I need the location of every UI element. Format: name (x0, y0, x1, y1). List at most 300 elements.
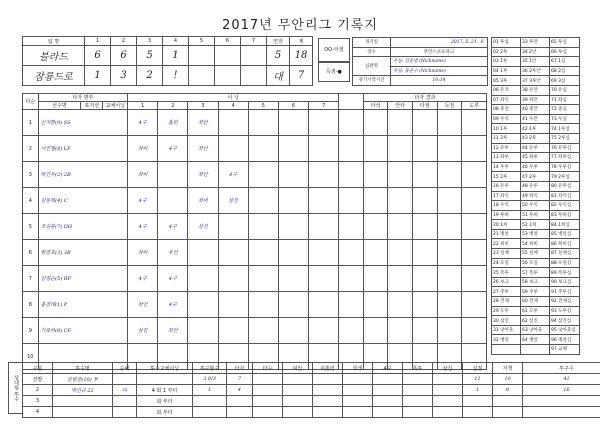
code-list-cell: 61 도루 (521, 306, 550, 316)
at-bat-cell (218, 318, 248, 344)
at-bat-cell: 삼진 (188, 214, 218, 240)
code-list-row (492, 66, 580, 76)
batter-name: 서진형(8) LF (38, 136, 127, 162)
result-cell (437, 292, 462, 318)
pitcher-change: 회 부터 (137, 396, 193, 407)
at-bat-cell (218, 136, 248, 162)
code-list-cell: 71 좌심 (550, 95, 580, 105)
code-list-cell: 25 폭투 (492, 268, 521, 278)
header-total: 계 (290, 37, 313, 46)
total-score: 18 (290, 46, 313, 66)
pitcher-h (283, 407, 313, 418)
code-list-cell: 26 보크 (492, 277, 521, 287)
result-cell (363, 214, 388, 240)
at-bat-cell (278, 188, 308, 214)
inning-score (241, 46, 267, 66)
code-list-row (492, 124, 580, 134)
code-list-cell: 45 좌루 (521, 153, 550, 163)
code-list-cell: 53 병살 (521, 229, 550, 239)
at-bat-cell (309, 318, 339, 344)
extra-score: 5 (267, 46, 290, 66)
pitching-header-cell: 타자 (227, 363, 253, 374)
game-date: 2017. 5. 21. 토 (391, 38, 488, 48)
pitcher-bb (373, 396, 403, 407)
code-list-cell: 34 2안 (521, 47, 550, 57)
at-bat-cell: 좌비 (188, 188, 218, 214)
batting-table (22, 93, 487, 370)
batter-row (23, 240, 487, 266)
total-score: 7 (290, 66, 313, 86)
pitching-header-cell: 투수교체이닝 (137, 363, 193, 374)
result-blank (339, 240, 364, 266)
header-pa: 타석 (363, 102, 388, 110)
at-bat-cell (188, 318, 218, 344)
result-cell (462, 188, 487, 214)
at-bat-cell: 좌안 (188, 110, 218, 136)
at-bat-cell: 좌안 (128, 292, 158, 318)
pitcher-name (53, 396, 113, 407)
pitcher-bb (373, 407, 403, 418)
code-list-cell: 85 병살심 (550, 229, 580, 239)
pitcher-change: 회 부터 (137, 407, 193, 418)
batting-order: 7 (23, 266, 39, 292)
pitcher-so (433, 396, 463, 407)
result-blank (339, 188, 364, 214)
header-name: 선수명 (38, 102, 80, 110)
code-list-cell: 78 우루심 (550, 162, 580, 172)
at-bat-cell (188, 292, 218, 318)
at-bat-cell: 좌비 (128, 136, 158, 162)
result-cell (388, 266, 413, 292)
result-cell (462, 266, 487, 292)
start-time: 10:34 (391, 76, 488, 86)
code-list-cell: 18 우익 (492, 201, 521, 211)
code-list-cell: 62 삼진 (521, 316, 550, 326)
code-list-cell: 81 좌익심 (550, 191, 580, 201)
pitcher-h (283, 385, 313, 396)
header-innings-section: 이 닝 (128, 94, 339, 102)
at-bat-cell (309, 110, 339, 136)
code-list-cell: 17 좌익 (492, 191, 521, 201)
inning-score (189, 66, 215, 86)
pitcher-sac (343, 396, 373, 407)
code-list-cell: 43 2루 (521, 133, 550, 143)
code-list-cell: 21 병살 (492, 229, 521, 239)
code-list-cell: 19 투희 (492, 210, 521, 220)
code-list-cell: 24 포일 (492, 258, 521, 268)
code-list-row (492, 249, 580, 259)
header-inning: 3 (188, 102, 218, 110)
at-bat-cell (188, 240, 218, 266)
pitching-header-cell: 피안 (283, 363, 313, 374)
pitcher-result (113, 407, 137, 418)
header-inning: 4 (218, 102, 248, 110)
batter-row (23, 162, 487, 188)
pitcher-ip: 1 (193, 385, 227, 396)
code-list-cell: 46 우루 (521, 162, 550, 172)
batter-name: 신지환(9) SS (38, 110, 127, 136)
pitcher-wp (403, 407, 433, 418)
pitcher-np (523, 396, 600, 407)
batter-name: 황준호(3) 3B (38, 240, 127, 266)
at-bat-cell: 4구 (128, 110, 158, 136)
info-row (353, 76, 488, 86)
batter-name: 김동혁(4) C (38, 188, 127, 214)
umpire-base: 루심: 홍준수 (Nickname) (391, 66, 488, 76)
result-cell (363, 188, 388, 214)
scoreboard-row (23, 66, 313, 86)
batter-row (23, 318, 487, 344)
code-list-row (492, 105, 580, 115)
at-bat-cell (248, 292, 278, 318)
batter-row (23, 266, 487, 292)
info-label: 경기일 (353, 38, 391, 48)
code-list-cell: 56 포일 (521, 258, 550, 268)
inning-score: 2 (137, 66, 163, 86)
code-list (491, 37, 580, 355)
code-list-cell: 68 2심 (550, 66, 580, 76)
result-cell (413, 162, 438, 188)
pitcher-wp (403, 396, 433, 407)
pitcher-ip (193, 396, 227, 407)
inning-score (215, 66, 241, 86)
at-bat-cell: 우안 (158, 240, 188, 266)
code-list-cell: 14 우루 (492, 162, 521, 172)
batter-name: 기로하(6) CF (38, 318, 127, 344)
code-list-cell: 48 유루 (521, 181, 550, 191)
pitcher-no: 4 (23, 407, 53, 418)
at-bat-cell (278, 136, 308, 162)
batter-row (23, 292, 487, 318)
result-cell (437, 162, 462, 188)
code-list-cell: 03 1루 (492, 57, 521, 67)
code-list-cell: 76 유루심 (550, 143, 580, 153)
header-inning: 5 (248, 102, 278, 110)
code-list-cell (521, 345, 550, 355)
batting-order: 4 (23, 188, 39, 214)
inning-score: 1 (85, 66, 111, 86)
batting-order: 10 (23, 344, 39, 370)
code-list-row (492, 143, 580, 153)
header-player-section: 타자 명부 (38, 94, 127, 102)
at-bat-cell: 좌안 (188, 136, 218, 162)
at-bat-cell (248, 136, 278, 162)
pitcher-ab (253, 385, 283, 396)
code-list-cell: 72 중심 (550, 105, 580, 115)
result-cell (363, 136, 388, 162)
pitcher-row (23, 407, 600, 418)
pitcher-ab (253, 374, 283, 385)
pitching-header-cell: 자책 (493, 363, 523, 374)
pitching-header-cell: 투수명 (53, 363, 113, 374)
code-list-cell: 95 낫아웃심 (550, 325, 580, 335)
header-position: 포지션 (81, 102, 103, 110)
code-list-cell: 67 1심 (550, 57, 580, 67)
batter-name: 홍경래(1) P (38, 292, 127, 318)
code-list-cell: 80 유루심 (550, 181, 580, 191)
pitcher-np (523, 407, 600, 418)
at-bat-cell (248, 240, 278, 266)
at-bat-cell: 4구 (158, 292, 188, 318)
code-list-cell: 40 중안 (521, 105, 550, 115)
pitcher-np: 16 (523, 385, 600, 396)
code-list-cell: 33 투안 (521, 38, 550, 48)
pitcher-batters: 7 (227, 374, 253, 385)
pitcher-er: 10 (493, 374, 523, 385)
pitcher-bb (373, 374, 403, 385)
code-list-cell: 11 2루 (492, 133, 521, 143)
legend-run: 득점-● (318, 62, 350, 82)
code-list-cell: 50 우익 (521, 201, 550, 211)
at-bat-cell (278, 240, 308, 266)
code-list-cell: 02 2투 (492, 47, 521, 57)
game-info (352, 37, 488, 86)
code-list-cell: 88 포일심 (550, 258, 580, 268)
at-bat-cell (248, 110, 278, 136)
pitcher-sac (343, 407, 373, 418)
header-inning: 7 (309, 102, 339, 110)
code-list-row (492, 201, 580, 211)
at-bat-cell: 4구 (128, 214, 158, 240)
at-bat-cell (248, 162, 278, 188)
header-blank (339, 94, 364, 110)
code-list-row (492, 239, 580, 249)
code-list-cell: 54 희비 (521, 239, 550, 249)
code-list-cell: 70 유심 (550, 85, 580, 95)
code-list-cell: 77 좌루심 (550, 153, 580, 163)
result-cell (388, 110, 413, 136)
pitcher-batters (227, 396, 253, 407)
pitcher-row (23, 396, 600, 407)
batter-name: 김명순(5) RF (38, 266, 127, 292)
code-list-row (492, 297, 580, 307)
batting-order: 3 (23, 162, 39, 188)
header-steals: 도루 (462, 102, 487, 110)
at-bat-cell: 4구 (128, 266, 158, 292)
code-list-cell: 38 유안 (521, 85, 550, 95)
code-list-cell: 92 견제심 (550, 297, 580, 307)
info-label: 심판명 (353, 57, 391, 76)
pitching-header-cell: 구분 (23, 363, 53, 374)
header-runs: 득점 (437, 102, 462, 110)
pitcher-result (113, 374, 137, 385)
code-list-cell: 55 실책 (521, 249, 550, 259)
pitcher-h (283, 396, 313, 407)
at-bat-cell (218, 266, 248, 292)
pitcher-change (137, 374, 193, 385)
result-cell (413, 136, 438, 162)
header-inning: 1 (128, 102, 158, 110)
code-list-cell: 47 2루 (521, 172, 550, 182)
result-cell (437, 188, 462, 214)
main-column-header (23, 102, 487, 110)
pitcher-r (463, 396, 493, 407)
result-cell (413, 318, 438, 344)
at-bat-cell (309, 292, 339, 318)
at-bat-cell: 홈런 (158, 110, 188, 136)
code-list-cell: 49 좌익 (521, 191, 550, 201)
at-bat-cell (248, 318, 278, 344)
header-inning: 6 (278, 102, 308, 110)
batter-row (23, 188, 487, 214)
result-cell (363, 162, 388, 188)
pitcher-result: 미 (113, 385, 137, 396)
header-inning: 1 (85, 37, 111, 46)
pitcher-batters: 4 (227, 385, 253, 396)
code-list-cell: 36 2루안 (521, 66, 550, 76)
code-list-cell: 41 우안 (521, 114, 550, 124)
at-bat-cell (309, 214, 339, 240)
scoreboard-row (23, 46, 313, 66)
pitcher-name: 박민규 22 (53, 385, 113, 396)
pitcher-ip (193, 407, 227, 418)
result-cell (413, 266, 438, 292)
code-list-cell: 23 실책 (492, 249, 521, 259)
pitcher-ab (253, 396, 283, 407)
code-list-cell: 01 투입 (492, 38, 521, 48)
pitcher-er (493, 396, 523, 407)
at-bat-cell: 삼진 (128, 318, 158, 344)
code-list-row (492, 85, 580, 95)
result-cell (437, 318, 462, 344)
pitcher-er: 0 (493, 385, 523, 396)
code-list-row (492, 191, 580, 201)
code-list-cell: 69 3심 (550, 76, 580, 86)
result-cell (462, 240, 487, 266)
inning-score: 1 (163, 46, 189, 66)
code-list-cell: 86 희비심 (550, 239, 580, 249)
pitching-header-cell: 피홈런 (313, 363, 343, 374)
main-section-header (23, 94, 487, 102)
pitcher-wp (403, 385, 433, 396)
pitcher-so (433, 374, 463, 385)
code-list-cell: 28 견제 (492, 297, 521, 307)
result-cell (437, 240, 462, 266)
code-list-cell: 59 주루 (521, 287, 550, 297)
result-cell (437, 214, 462, 240)
at-bat-cell (278, 214, 308, 240)
pitcher-hr (313, 385, 343, 396)
result-blank (339, 136, 364, 162)
info-row (353, 47, 488, 57)
code-list-row (492, 345, 580, 355)
at-bat-cell (188, 266, 218, 292)
code-list-row (492, 133, 580, 143)
code-list-row (492, 287, 580, 297)
result-cell (388, 318, 413, 344)
at-bat-cell (248, 188, 278, 214)
code-list-cell: 27 주루 (492, 287, 521, 297)
at-bat-cell (309, 162, 339, 188)
code-list-cell: 39 좌안 (521, 95, 550, 105)
pitcher-hr (313, 407, 343, 418)
code-list-cell: 93 도루심 (550, 306, 580, 316)
pitcher-er (493, 407, 523, 418)
pitching-header-cell: 삼진 (433, 363, 463, 374)
at-bat-cell: 좌비 (128, 162, 158, 188)
header-result-section: 타자 결과 (363, 94, 486, 102)
code-list-cell: 83 투희심 (550, 210, 580, 220)
pitcher-h (283, 374, 313, 385)
code-list-cell: 07 좌익 (492, 95, 521, 105)
at-bat-cell (248, 214, 278, 240)
inning-score: 6 (111, 46, 137, 66)
batting-order: 2 (23, 136, 39, 162)
code-list-cell: 73 우심 (550, 114, 580, 124)
result-cell (462, 110, 487, 136)
code-list-cell: 97 교체 (550, 345, 580, 355)
pitching-header-cell: 4구 (373, 363, 403, 374)
code-list-cell: 42 1루 (521, 124, 550, 134)
result-cell (437, 266, 462, 292)
header-inning: 5 (189, 37, 215, 46)
pitching-side-label: 상대팀 투수 (8, 362, 23, 414)
code-list-row (492, 268, 580, 278)
at-bat-cell: 4구 (158, 266, 188, 292)
result-cell (413, 214, 438, 240)
game-venue: 무안스포츠파크 (391, 47, 488, 57)
result-cell (388, 240, 413, 266)
header-team: 팀 명 (23, 37, 85, 46)
pitching-header-cell: 승패 (113, 363, 137, 374)
result-cell (462, 136, 487, 162)
code-list-cell: 06 유격 (492, 85, 521, 95)
pitcher-so (433, 385, 463, 396)
at-bat-cell: 4구 (218, 162, 248, 188)
code-list-cell (492, 345, 521, 355)
result-cell (388, 162, 413, 188)
at-bat-cell: 좌안 (158, 318, 188, 344)
code-list-row (492, 316, 580, 326)
batter-row (23, 214, 487, 240)
result-cell (388, 188, 413, 214)
header-hits: 안타 (388, 102, 413, 110)
at-bat-cell: 4구 (158, 214, 188, 240)
info-row (353, 57, 488, 67)
pitcher-hr (313, 396, 343, 407)
result-cell (413, 188, 438, 214)
code-list-row (492, 306, 580, 316)
result-blank (339, 292, 364, 318)
code-list-cell: 31 낫아웃 (492, 325, 521, 335)
pitcher-sac (343, 385, 373, 396)
batting-order: 5 (23, 214, 39, 240)
code-list-row (492, 47, 580, 57)
result-cell (462, 292, 487, 318)
code-list-cell: 64 병살 (521, 335, 550, 345)
extra-score: 대 (267, 66, 290, 86)
code-list-cell: 37 3루안 (521, 76, 550, 86)
result-blank (339, 318, 364, 344)
pitching-header-cell: 희생 (343, 363, 373, 374)
header-inning: 4 (163, 37, 189, 46)
pitcher-ab (253, 407, 283, 418)
at-bat-cell: 4구 (158, 136, 188, 162)
result-blank (339, 110, 364, 136)
code-list-row (492, 114, 580, 124)
at-bat-cell (218, 240, 248, 266)
batter-row (23, 136, 487, 162)
code-list-cell: 32 병살 (492, 335, 521, 345)
code-list-row (492, 153, 580, 163)
code-list-row (492, 277, 580, 287)
pitcher-no: 3 (23, 396, 53, 407)
inning-score (215, 46, 241, 66)
at-bat-cell (158, 188, 188, 214)
pitcher-hr (313, 374, 343, 385)
at-bat-cell (248, 266, 278, 292)
inning-score: ! (163, 66, 189, 86)
